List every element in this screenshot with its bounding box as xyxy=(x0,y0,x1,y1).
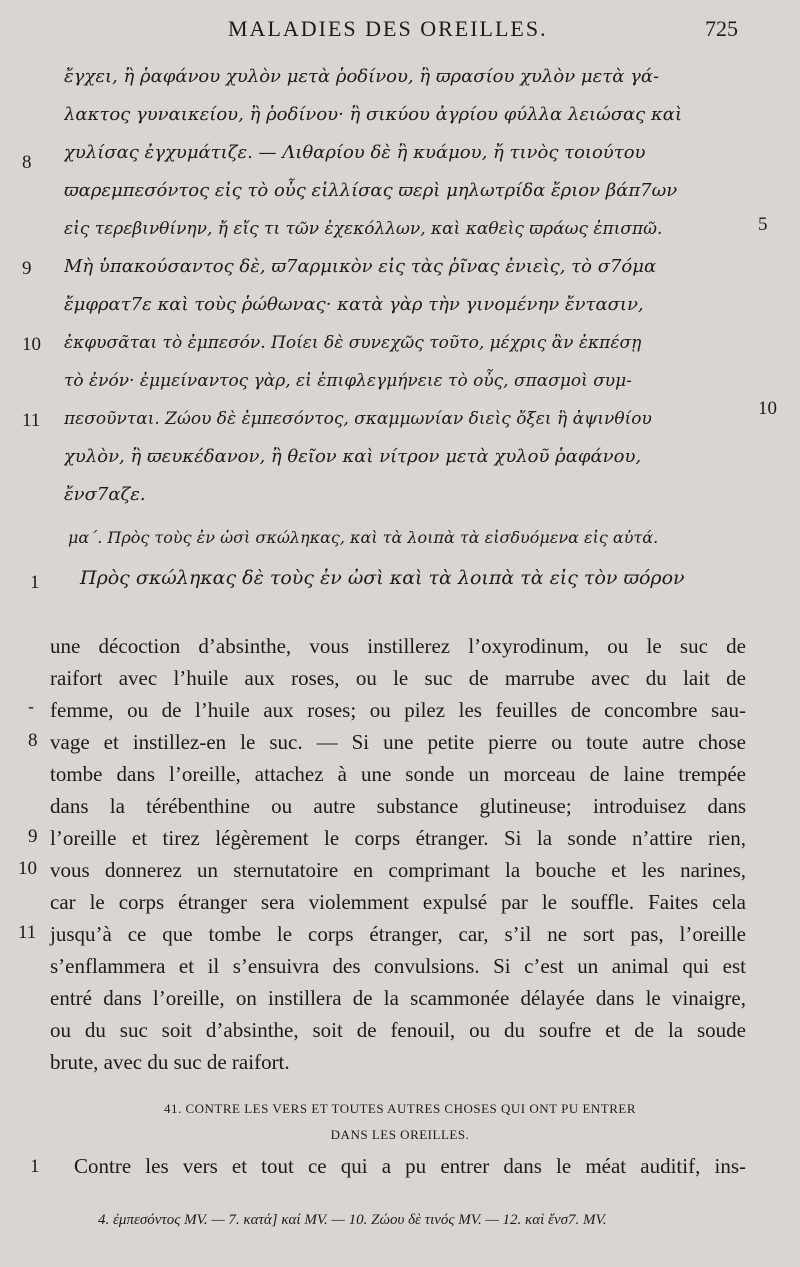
greek-section-line-number: 1 xyxy=(30,572,40,593)
french-line: ou du suc soit d’absinthe, soit de fenouil, ou du soufre et de la soude xyxy=(50,1018,746,1042)
greek-line-number: 8 xyxy=(22,152,32,173)
french-line-number: 8 xyxy=(28,730,38,751)
french-line: tombe dans l’oreille, attachez à une sonde un morceau de laine trempée xyxy=(50,762,746,786)
french-section-heading-line1: 41. CONTRE LES VERS ET TOUTES AUTRES CHOSES QUI ONT PU ENTRER xyxy=(163,1101,637,1116)
french-line: jusqu’à ce que tombe le corps étranger, car, s’il ne sort pas, l’oreille xyxy=(50,922,746,946)
french-line-number: 11 xyxy=(18,922,37,943)
french-line: l’oreille et tirez légèrement le corps étranger. Si la sonde n’attire rien, xyxy=(50,826,746,850)
greek-section-first-line: Πρὸς σκώληκας δὲ τοὺς ἐν ὠσὶ καὶ τὰ λοιπὰ τὰ εἰς τὸν ϖόρον xyxy=(80,567,685,589)
french-line: vage et instillez-en le suc. — Si une petite pierre ou toute autre chose xyxy=(50,730,746,754)
french-line: car le corps étranger sera violemment expulsé par le souffle. Faites cela xyxy=(50,890,746,914)
greek-line: Μὴ ὑπακούσαντος δὲ, ϖ7αρμικὸν εἰς τὰς ῥῖνας ἐνιεὶς, τὸ σ7όμα xyxy=(64,256,657,277)
french-line: femme, ou de l’huile aux roses; ou pilez les feuilles de concombre sau- xyxy=(50,698,746,722)
french-line: une décoction d’absinthe, vous instillerez l’oxyrodinum, ou le suc de xyxy=(50,634,746,658)
greek-line: χυλὸν, ἢ ϖευκέδανον, ἢ θεῖον καὶ νίτρον μετὰ χυλοῦ ῥαφάνου, xyxy=(64,446,642,467)
greek-line: ἔμφρατ7ε καὶ τοὺς ῥώθωνας· κατὰ γὰρ τὴν γινομένην ἔντασιν, xyxy=(64,294,644,315)
greek-line: ἐκφυσᾶται τὸ ἐμπεσόν. Ποίει δὲ συνεχῶς τοῦτο, μέχρις ἂν ἐκπέσῃ xyxy=(64,333,642,353)
french-line: brute, avec du suc de raifort. xyxy=(50,1050,290,1074)
greek-line: ἔγχει, ἢ ῥαφάνου χυλὸν μετὰ ῥοδίνου, ἢ ϖρασίου χυλὸν μετὰ γά- xyxy=(64,66,660,87)
greek-line: πεσοῦνται. Ζώου δὲ ἐμπεσόντος, σκαμμωνίαν διεὶς ὄξει ἢ ἀψινθίου xyxy=(64,409,652,429)
french-section-first-line: Contre les vers et tout ce qui a pu entrer dans le méat auditif, ins- xyxy=(74,1154,746,1178)
french-section-line-number: 1 xyxy=(30,1156,40,1177)
french-section-heading-line2: DANS LES OREILLES. xyxy=(330,1127,470,1142)
greek-line: λακτος γυναικείου, ἢ ῥοδίνου· ἢ σικύου ἀγρίου φύλλα λειώσας καὶ xyxy=(64,104,683,125)
french-line: vous donnerez un sternutatoire en comprimant la bouche et les narines, xyxy=(50,858,746,882)
french-line: s’enflammera et il s’ensuivra des convulsions. Si c’est un animal qui est xyxy=(50,954,746,978)
french-line: raifort avec l’huile aux roses, ou le suc de marrube avec du lait de xyxy=(50,666,746,690)
greek-margin-number: 10 xyxy=(758,398,777,419)
greek-line: ϖαρεμπεσόντος εἰς τὸ οὖς εἱλλίσας ϖερὶ μηλωτρίδα ἔριον βάπ7ων xyxy=(64,180,678,201)
greek-margin-number: 5 xyxy=(758,214,768,235)
greek-line: τὸ ἐνόν· ἐμμείναντος γὰρ, εἰ ἐπιφλεγμήνειε τὸ οὖς, σπασμοὶ συμ- xyxy=(64,371,632,391)
french-line-number: 9 xyxy=(28,826,38,847)
greek-section-heading: μα΄. Πρὸς τοὺς ἐν ὠσὶ σκώληκας, καὶ τὰ λοιπὰ τὰ εἰσδυόμενα εἰς αὐτά. xyxy=(68,528,659,547)
margin-mark: - xyxy=(28,696,34,716)
french-line-number: 10 xyxy=(18,858,37,879)
greek-line: χυλίσας ἐγχυμάτιζε. — Λιθαρίου δὲ ἢ κυάμου, ἤ τινὸς τοιούτου xyxy=(64,142,646,163)
french-line: entré dans l’oreille, on instillera de la scammonée délayée dans le vinaigre, xyxy=(50,986,746,1010)
footnote-apparatus: 4. ἐμπεσόντος MV. — 7. κατά] καί MV. — 10. Ζώου δὲ τινός MV. — 12. καὶ ἔνσ7. MV. xyxy=(98,1212,607,1228)
greek-line: εἰς τερεβινθίνην, ἤ εἴς τι τῶν ἐχεκόλλων, καὶ καθεὶς ϖράως ἐπισπῶ. xyxy=(64,219,663,239)
greek-line-number: 11 xyxy=(22,410,41,431)
page-header xyxy=(0,14,800,44)
page-number: 725 xyxy=(705,16,738,41)
running-title: MALADIES DES OREILLES. xyxy=(228,16,548,41)
greek-line-number: 9 xyxy=(22,258,32,279)
greek-line: ἔνσ7αζε. xyxy=(64,484,146,505)
french-line: dans la térébenthine ou autre substance glutineuse; introduisez dans xyxy=(50,794,746,818)
greek-line-number: 10 xyxy=(22,334,41,355)
